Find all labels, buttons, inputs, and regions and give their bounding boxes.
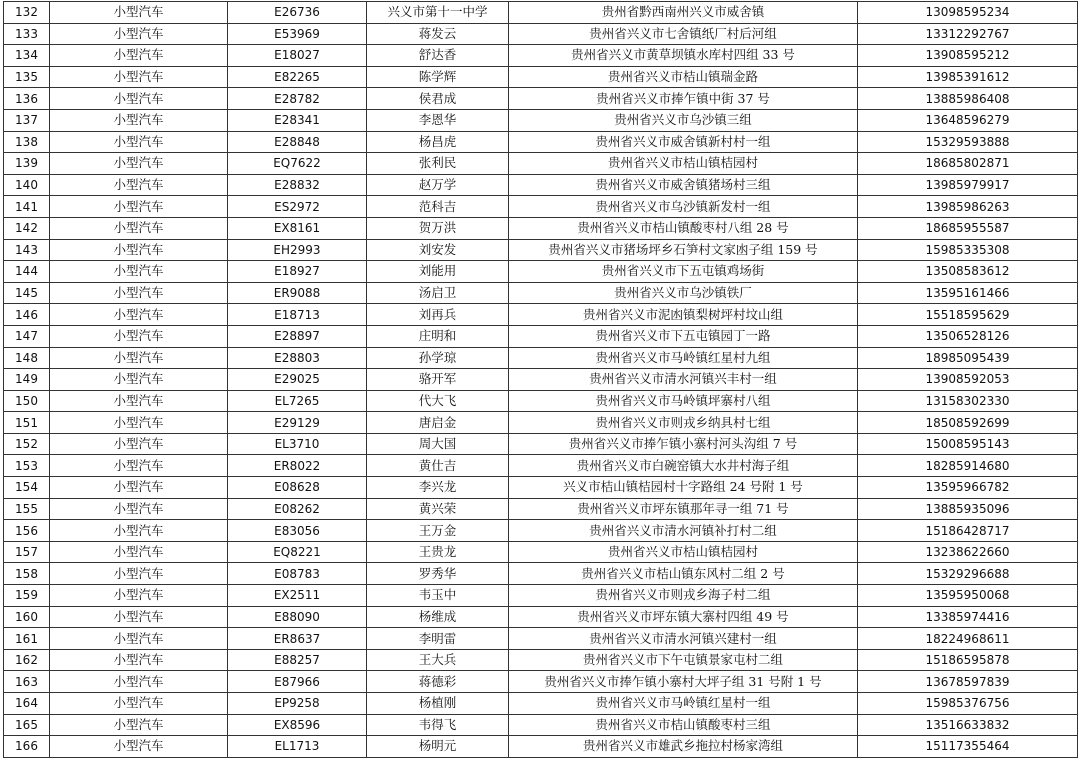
cell-vehicle-type: 小型汽车 xyxy=(50,649,228,671)
table-row xyxy=(4,412,1078,434)
cell-owner-name: 蒋德彩 xyxy=(367,671,509,693)
cell-address: 兴义市桔山镇桔园村十字路组 24 号附 1 号 xyxy=(509,477,858,499)
cell-owner-name: 骆开军 xyxy=(367,369,509,391)
cell-vehicle-type: 小型汽车 xyxy=(50,239,228,261)
cell-row-number: 161 xyxy=(4,628,50,650)
table-row xyxy=(4,131,1078,153)
cell-owner-name: 杨植刚 xyxy=(367,693,509,715)
cell-vehicle-type: 小型汽车 xyxy=(50,606,228,628)
cell-owner-name: 刘安发 xyxy=(367,239,509,261)
cell-row-number: 156 xyxy=(4,520,50,542)
cell-plate-number: E28897 xyxy=(228,325,367,347)
cell-row-number: 163 xyxy=(4,671,50,693)
cell-plate-number: ES2972 xyxy=(228,196,367,218)
cell-phone-number: 13885935096 xyxy=(858,498,1078,520)
cell-vehicle-type: 小型汽车 xyxy=(50,347,228,369)
cell-address: 贵州省兴义市威舍镇新村村一组 xyxy=(509,131,858,153)
cell-address: 贵州省兴义市捧乍镇中街 37 号 xyxy=(509,88,858,110)
cell-address: 贵州省兴义市桔山镇桔园村 xyxy=(509,541,858,563)
cell-plate-number: E18027 xyxy=(228,45,367,67)
cell-plate-number: E87966 xyxy=(228,671,367,693)
cell-phone-number: 18508592699 xyxy=(858,412,1078,434)
cell-plate-number: E28803 xyxy=(228,347,367,369)
cell-phone-number: 15985376756 xyxy=(858,693,1078,715)
cell-owner-name: 代大飞 xyxy=(367,390,509,412)
cell-row-number: 138 xyxy=(4,131,50,153)
cell-vehicle-type: 小型汽车 xyxy=(50,412,228,434)
cell-plate-number: E28848 xyxy=(228,131,367,153)
cell-address: 贵州省兴义市下午屯镇景家屯村二组 xyxy=(509,649,858,671)
cell-vehicle-type: 小型汽车 xyxy=(50,217,228,239)
cell-vehicle-type: 小型汽车 xyxy=(50,433,228,455)
table-row xyxy=(4,88,1078,110)
cell-plate-number: EP9258 xyxy=(228,693,367,715)
cell-owner-name: 罗秀华 xyxy=(367,563,509,585)
table-row xyxy=(4,585,1078,607)
cell-plate-number: E08262 xyxy=(228,498,367,520)
table-row xyxy=(4,325,1078,347)
cell-address: 贵州省兴义市乌沙镇新发村一组 xyxy=(509,196,858,218)
cell-vehicle-type: 小型汽车 xyxy=(50,585,228,607)
cell-owner-name: 舒达香 xyxy=(367,45,509,67)
cell-address: 贵州省兴义市坪东镇那年寻一组 71 号 xyxy=(509,498,858,520)
table-row xyxy=(4,693,1078,715)
cell-plate-number: E88257 xyxy=(228,649,367,671)
table-row xyxy=(4,66,1078,88)
vehicle-registry-table xyxy=(3,1,1078,758)
cell-phone-number: 13506528126 xyxy=(858,325,1078,347)
table-row xyxy=(4,304,1078,326)
cell-vehicle-type: 小型汽车 xyxy=(50,563,228,585)
cell-plate-number: E29129 xyxy=(228,412,367,434)
cell-phone-number: 13516633832 xyxy=(858,714,1078,736)
table-row xyxy=(4,520,1078,542)
cell-row-number: 151 xyxy=(4,412,50,434)
table-row xyxy=(4,109,1078,131)
cell-plate-number: EL3710 xyxy=(228,433,367,455)
cell-phone-number: 18685802871 xyxy=(858,153,1078,175)
cell-owner-name: 范科吉 xyxy=(367,196,509,218)
cell-phone-number: 13238622660 xyxy=(858,541,1078,563)
cell-phone-number: 13885986408 xyxy=(858,88,1078,110)
cell-address: 贵州省兴义市桔山镇酸枣村三组 xyxy=(509,714,858,736)
table-row xyxy=(4,606,1078,628)
table-row xyxy=(4,261,1078,283)
cell-owner-name: 李明雷 xyxy=(367,628,509,650)
cell-row-number: 152 xyxy=(4,433,50,455)
cell-owner-name: 李兴龙 xyxy=(367,477,509,499)
cell-address: 贵州省兴义市则戎乡海子村二组 xyxy=(509,585,858,607)
cell-owner-name: 周大国 xyxy=(367,433,509,455)
cell-plate-number: EX8596 xyxy=(228,714,367,736)
cell-address: 贵州省兴义市泥凼镇梨树坪村坟山组 xyxy=(509,304,858,326)
cell-address: 贵州省兴义市桔山镇酸枣村八组 28 号 xyxy=(509,217,858,239)
cell-address: 贵州省兴义市威舍镇猪场村三组 xyxy=(509,174,858,196)
cell-address: 贵州省兴义市捧乍镇小寨村河头沟组 7 号 xyxy=(509,433,858,455)
cell-vehicle-type: 小型汽车 xyxy=(50,282,228,304)
cell-phone-number: 15186428717 xyxy=(858,520,1078,542)
cell-row-number: 153 xyxy=(4,455,50,477)
cell-vehicle-type: 小型汽车 xyxy=(50,693,228,715)
cell-vehicle-type: 小型汽车 xyxy=(50,628,228,650)
table-row xyxy=(4,45,1078,67)
cell-address: 贵州省兴义市猪场坪乡石笋村文家凼子组 159 号 xyxy=(509,239,858,261)
cell-phone-number: 13595950068 xyxy=(858,585,1078,607)
cell-address: 贵州省兴义市黄草坝镇水库村四组 33 号 xyxy=(509,45,858,67)
cell-address: 贵州省兴义市坪东镇大寨村四组 49 号 xyxy=(509,606,858,628)
cell-phone-number: 13385974416 xyxy=(858,606,1078,628)
cell-row-number: 143 xyxy=(4,239,50,261)
cell-phone-number: 18985095439 xyxy=(858,347,1078,369)
cell-plate-number: E29025 xyxy=(228,369,367,391)
cell-owner-name: 王大兵 xyxy=(367,649,509,671)
cell-phone-number: 15518595629 xyxy=(858,304,1078,326)
cell-owner-name: 韦得飞 xyxy=(367,714,509,736)
cell-phone-number: 13595966782 xyxy=(858,477,1078,499)
cell-address: 贵州省兴义市则戎乡纳具村七组 xyxy=(509,412,858,434)
cell-address: 贵州省兴义市下五屯镇园丁一路 xyxy=(509,325,858,347)
table-row xyxy=(4,628,1078,650)
table-body xyxy=(4,2,1078,758)
table-row xyxy=(4,347,1078,369)
cell-phone-number: 15008595143 xyxy=(858,433,1078,455)
cell-owner-name: 张利民 xyxy=(367,153,509,175)
cell-vehicle-type: 小型汽车 xyxy=(50,325,228,347)
cell-vehicle-type: 小型汽车 xyxy=(50,498,228,520)
cell-address: 贵州省兴义市白碗窑镇大水井村海子组 xyxy=(509,455,858,477)
cell-plate-number: E83056 xyxy=(228,520,367,542)
cell-phone-number: 13098595234 xyxy=(858,2,1078,24)
cell-address: 贵州省兴义市桔山镇瑞金路 xyxy=(509,66,858,88)
cell-owner-name: 刘再兵 xyxy=(367,304,509,326)
cell-vehicle-type: 小型汽车 xyxy=(50,174,228,196)
cell-plate-number: E18713 xyxy=(228,304,367,326)
cell-plate-number: E82265 xyxy=(228,66,367,88)
cell-vehicle-type: 小型汽车 xyxy=(50,477,228,499)
cell-phone-number: 13908595212 xyxy=(858,45,1078,67)
cell-phone-number: 13648596279 xyxy=(858,109,1078,131)
cell-row-number: 154 xyxy=(4,477,50,499)
cell-phone-number: 15186595878 xyxy=(858,649,1078,671)
cell-address: 贵州省兴义市桔山镇东风村二组 2 号 xyxy=(509,563,858,585)
table-row xyxy=(4,23,1078,45)
cell-row-number: 136 xyxy=(4,88,50,110)
cell-owner-name: 兴义市第十一中学 xyxy=(367,2,509,24)
cell-owner-name: 蒋发云 xyxy=(367,23,509,45)
table-row xyxy=(4,563,1078,585)
cell-row-number: 162 xyxy=(4,649,50,671)
cell-phone-number: 18285914680 xyxy=(858,455,1078,477)
cell-vehicle-type: 小型汽车 xyxy=(50,196,228,218)
cell-vehicle-type: 小型汽车 xyxy=(50,736,228,758)
cell-vehicle-type: 小型汽车 xyxy=(50,671,228,693)
cell-owner-name: 李恩华 xyxy=(367,109,509,131)
cell-vehicle-type: 小型汽车 xyxy=(50,109,228,131)
cell-row-number: 139 xyxy=(4,153,50,175)
cell-row-number: 155 xyxy=(4,498,50,520)
cell-vehicle-type: 小型汽车 xyxy=(50,66,228,88)
cell-vehicle-type: 小型汽车 xyxy=(50,23,228,45)
table-row xyxy=(4,390,1078,412)
cell-owner-name: 杨昌虎 xyxy=(367,131,509,153)
cell-plate-number: EX8161 xyxy=(228,217,367,239)
cell-plate-number: E28341 xyxy=(228,109,367,131)
cell-plate-number: E18927 xyxy=(228,261,367,283)
table-row xyxy=(4,239,1078,261)
cell-address: 贵州省兴义市乌沙镇三组 xyxy=(509,109,858,131)
cell-vehicle-type: 小型汽车 xyxy=(50,520,228,542)
cell-phone-number: 13908592053 xyxy=(858,369,1078,391)
table-row xyxy=(4,477,1078,499)
cell-phone-number: 15117355464 xyxy=(858,736,1078,758)
table-row xyxy=(4,153,1078,175)
table-row xyxy=(4,369,1078,391)
cell-owner-name: 赵万学 xyxy=(367,174,509,196)
cell-vehicle-type: 小型汽车 xyxy=(50,2,228,24)
cell-vehicle-type: 小型汽车 xyxy=(50,541,228,563)
cell-row-number: 141 xyxy=(4,196,50,218)
cell-vehicle-type: 小型汽车 xyxy=(50,131,228,153)
cell-owner-name: 陈学辉 xyxy=(367,66,509,88)
cell-phone-number: 18685955587 xyxy=(858,217,1078,239)
cell-phone-number: 13508583612 xyxy=(858,261,1078,283)
cell-owner-name: 刘能用 xyxy=(367,261,509,283)
table-row xyxy=(4,217,1078,239)
cell-address: 贵州省兴义市桔山镇桔园村 xyxy=(509,153,858,175)
cell-plate-number: ER8637 xyxy=(228,628,367,650)
cell-row-number: 132 xyxy=(4,2,50,24)
cell-plate-number: E26736 xyxy=(228,2,367,24)
cell-address: 贵州省兴义市马岭镇坪寨村八组 xyxy=(509,390,858,412)
cell-plate-number: E08783 xyxy=(228,563,367,585)
cell-plate-number: E28832 xyxy=(228,174,367,196)
cell-owner-name: 杨明元 xyxy=(367,736,509,758)
cell-row-number: 166 xyxy=(4,736,50,758)
cell-plate-number: E28782 xyxy=(228,88,367,110)
cell-phone-number: 15329296688 xyxy=(858,563,1078,585)
cell-row-number: 157 xyxy=(4,541,50,563)
cell-phone-number: 15985335308 xyxy=(858,239,1078,261)
table-row xyxy=(4,455,1078,477)
cell-plate-number: EL7265 xyxy=(228,390,367,412)
cell-row-number: 133 xyxy=(4,23,50,45)
cell-vehicle-type: 小型汽车 xyxy=(50,714,228,736)
cell-phone-number: 13985979917 xyxy=(858,174,1078,196)
cell-address: 贵州省兴义市马岭镇红星村一组 xyxy=(509,693,858,715)
cell-address: 贵州省兴义市马岭镇红星村九组 xyxy=(509,347,858,369)
cell-plate-number: EX2511 xyxy=(228,585,367,607)
cell-row-number: 149 xyxy=(4,369,50,391)
cell-owner-name: 庄明和 xyxy=(367,325,509,347)
cell-row-number: 134 xyxy=(4,45,50,67)
cell-row-number: 145 xyxy=(4,282,50,304)
table-row xyxy=(4,541,1078,563)
cell-vehicle-type: 小型汽车 xyxy=(50,45,228,67)
cell-row-number: 142 xyxy=(4,217,50,239)
cell-plate-number: EH2993 xyxy=(228,239,367,261)
cell-owner-name: 唐启金 xyxy=(367,412,509,434)
cell-address: 贵州省兴义市捧乍镇小寨村大坪子组 31 号附 1 号 xyxy=(509,671,858,693)
cell-vehicle-type: 小型汽车 xyxy=(50,261,228,283)
cell-vehicle-type: 小型汽车 xyxy=(50,153,228,175)
cell-row-number: 148 xyxy=(4,347,50,369)
cell-plate-number: EQ7622 xyxy=(228,153,367,175)
cell-plate-number: E08628 xyxy=(228,477,367,499)
cell-address: 贵州省兴义市清水河镇兴建村一组 xyxy=(509,628,858,650)
cell-plate-number: E53969 xyxy=(228,23,367,45)
cell-address: 贵州省黔西南州兴义市威舍镇 xyxy=(509,2,858,24)
cell-phone-number: 18224968611 xyxy=(858,628,1078,650)
cell-phone-number: 15329593888 xyxy=(858,131,1078,153)
cell-row-number: 160 xyxy=(4,606,50,628)
cell-row-number: 165 xyxy=(4,714,50,736)
table-row xyxy=(4,714,1078,736)
table-row xyxy=(4,671,1078,693)
cell-owner-name: 贺万洪 xyxy=(367,217,509,239)
cell-phone-number: 13312292767 xyxy=(858,23,1078,45)
table-row xyxy=(4,174,1078,196)
cell-plate-number: ER8022 xyxy=(228,455,367,477)
cell-vehicle-type: 小型汽车 xyxy=(50,390,228,412)
cell-owner-name: 汤启卫 xyxy=(367,282,509,304)
cell-phone-number: 13985391612 xyxy=(858,66,1078,88)
cell-phone-number: 13985986263 xyxy=(858,196,1078,218)
table-row xyxy=(4,649,1078,671)
cell-vehicle-type: 小型汽车 xyxy=(50,304,228,326)
cell-plate-number: EL1713 xyxy=(228,736,367,758)
table-row xyxy=(4,2,1078,24)
table-row xyxy=(4,196,1078,218)
cell-owner-name: 王贵龙 xyxy=(367,541,509,563)
cell-phone-number: 13595161466 xyxy=(858,282,1078,304)
cell-vehicle-type: 小型汽车 xyxy=(50,455,228,477)
cell-phone-number: 13678597839 xyxy=(858,671,1078,693)
cell-row-number: 144 xyxy=(4,261,50,283)
cell-address: 贵州省兴义市雄武乡拖拉村杨家湾组 xyxy=(509,736,858,758)
cell-plate-number: ER9088 xyxy=(228,282,367,304)
cell-row-number: 147 xyxy=(4,325,50,347)
cell-row-number: 158 xyxy=(4,563,50,585)
cell-plate-number: E88090 xyxy=(228,606,367,628)
cell-row-number: 140 xyxy=(4,174,50,196)
cell-row-number: 164 xyxy=(4,693,50,715)
table-row xyxy=(4,498,1078,520)
cell-phone-number: 13158302330 xyxy=(858,390,1078,412)
table-row xyxy=(4,736,1078,758)
cell-address: 贵州省兴义市清水河镇补打村二组 xyxy=(509,520,858,542)
cell-address: 贵州省兴义市下五屯镇鸡场街 xyxy=(509,261,858,283)
cell-owner-name: 黄仕吉 xyxy=(367,455,509,477)
cell-vehicle-type: 小型汽车 xyxy=(50,369,228,391)
cell-owner-name: 王万金 xyxy=(367,520,509,542)
cell-address: 贵州省兴义市七舍镇纸厂村后河组 xyxy=(509,23,858,45)
cell-owner-name: 黄兴荣 xyxy=(367,498,509,520)
cell-owner-name: 侯君成 xyxy=(367,88,509,110)
cell-row-number: 146 xyxy=(4,304,50,326)
cell-address: 贵州省兴义市乌沙镇铁厂 xyxy=(509,282,858,304)
cell-owner-name: 韦玉中 xyxy=(367,585,509,607)
cell-row-number: 159 xyxy=(4,585,50,607)
table-row xyxy=(4,282,1078,304)
cell-row-number: 135 xyxy=(4,66,50,88)
cell-row-number: 137 xyxy=(4,109,50,131)
cell-owner-name: 杨维成 xyxy=(367,606,509,628)
cell-address: 贵州省兴义市清水河镇兴丰村一组 xyxy=(509,369,858,391)
cell-vehicle-type: 小型汽车 xyxy=(50,88,228,110)
cell-plate-number: EQ8221 xyxy=(228,541,367,563)
table-row xyxy=(4,433,1078,455)
cell-owner-name: 孙学琼 xyxy=(367,347,509,369)
cell-row-number: 150 xyxy=(4,390,50,412)
